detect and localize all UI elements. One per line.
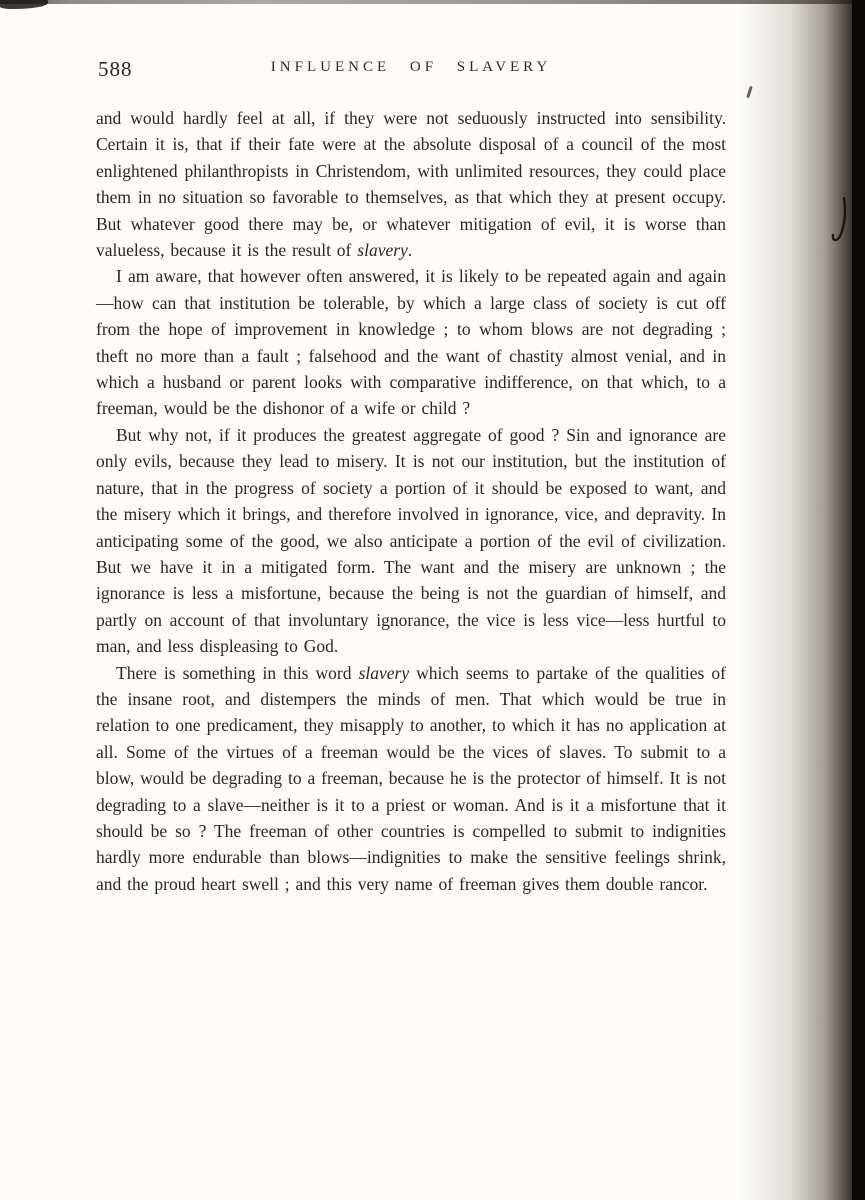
page-number: 588	[98, 57, 133, 81]
text-segment: I am aware, that however often answered, it is likely to be repeated again and again—how can that institution be tolerable, by which a large class of society is cut off from the hope of improvement in knowledge ; to whom blows are not degrading ; theft no more than a fault ; falsehood and the want of chastity almost venial, and in which a husband or parent looks with comparative indifference, on that which, to a freeman, would be the dishonor of a wife or child ?	[96, 266, 726, 419]
italic-word-slavery: slavery	[358, 662, 410, 683]
text-segment: .	[407, 240, 413, 261]
page-header	[96, 55, 726, 83]
text-segment: But why not, if it produces the greatest aggregate of good ? Sin and ignorance are only evils, because they lead to misery. It is not our institution, but the institution of nature, that in the progress of society a portion of it should be exposed to want, and the misery which it brings, and therefore involved in ignorance, vice, and depravity. In anticipating some of the good, we also anticipate a portion of the evil of civilization. But we have it in a mitigated form. The want and the misery are unknown ; the ignorance is less a misfortune, because the being is not the guardian of himself, and partly on account of that involuntary ignorance, the vice is less vice—less hurtful to man, and less displeasing to God.	[96, 424, 726, 657]
paragraph-3	[96, 422, 726, 660]
scan-ink-hook-mark	[830, 196, 850, 251]
text-segment: which seems to partake of the qualities of the insane root, and distempers the minds of men. That which would be true in relation to one predicament, they misapply to another, to which it has no application at all. Some of the virtues of a freeman would be the vices of slaves. To submit to a blow, would be degrading to a freeman, because he is the protector of himself. It is not degrading to a slave—neither is it to a priest or woman. And is it a misfortune that it should be so ? The freeman of other countries is compelled to submit to indignities hardly more endurable than blows—indignities to make the sensitive feelings shrink, and the proud heart swell ; and this very name of freeman gives them double rancor.	[96, 662, 726, 894]
paragraph-1	[96, 105, 726, 263]
running-title: INFLUENCE OF SLAVERY	[270, 59, 552, 75]
scan-corner-mark	[0, 0, 48, 9]
paragraph-4	[96, 660, 726, 898]
paragraph-2	[96, 263, 726, 421]
italic-word-slavery: slavery	[357, 240, 408, 261]
scan-gutter-shadow	[740, 0, 865, 1200]
text-segment: and would hardly feel at all, if they were not seduously instructed into sensibility. Certain it is, that if their fate were at the absolute disposal of a council of the most enlightened philanthropists in Christendom, with unlimited resources, they could place them in no situation so favorable to themselves, as that which they at present occupy. But whatever good there may be, or whatever mitigation of evil, it is worse than valueless, because it is the result of	[96, 108, 726, 261]
page-content	[96, 55, 726, 897]
text-segment: There is something in this word	[116, 662, 359, 683]
page-body	[96, 105, 726, 897]
scan-top-edge-shadow	[0, 0, 865, 4]
scan-binding-strip	[852, 0, 865, 1200]
